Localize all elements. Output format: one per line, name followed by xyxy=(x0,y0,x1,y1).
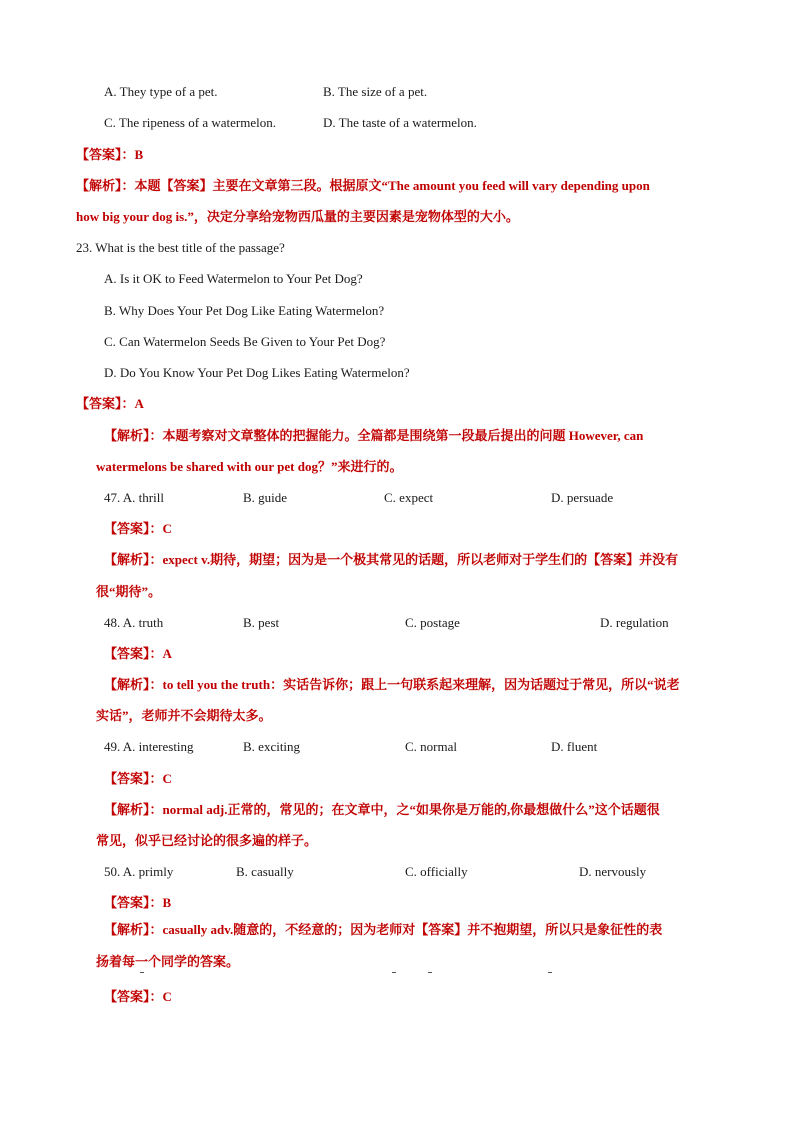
q48-answer: 【答案】：A xyxy=(104,646,172,661)
q50-answer: 【答案】：B xyxy=(104,895,172,910)
q48-explanation-line1: 【解析】：to tell you the truth：实话告诉你；跟上一句联系起来理解，因为话题过于常见，所以“说老 xyxy=(104,677,680,692)
q48-option-d: D. regulation xyxy=(600,615,669,630)
q48-option-a: 48. A. truth xyxy=(104,615,164,630)
q47-option-a: 47. A. thrill xyxy=(104,490,164,505)
q50-option-a: 50. A. primly xyxy=(104,864,174,879)
q22-answer: 【答案】：B xyxy=(76,147,144,162)
q23-answer: 【答案】：A xyxy=(76,396,144,411)
q48-explanation-line2: 实话”，老师并不会期待太多。 xyxy=(96,708,272,723)
q47-answer: 【答案】：C xyxy=(104,521,172,536)
q22-explanation-line1: 【解析】：本题【答案】主要在文章第三段。根据原文“The amount you feed will vary depending upon xyxy=(76,178,650,193)
q23-explanation-line2: watermelons be shared with our pet dog？”来进行的。 xyxy=(96,459,403,474)
q49-option-b: B. exciting xyxy=(243,739,301,754)
q22-option-b: B. The size of a pet. xyxy=(323,84,428,99)
q49-option-d: D. fluent xyxy=(551,739,598,754)
q22-option-c: C. The ripeness of a watermelon. xyxy=(104,115,276,130)
q23-option-d: D. Do You Know Your Pet Dog Likes Eating Watermelon? xyxy=(104,365,410,380)
q22-option-d: D. The taste of a watermelon. xyxy=(323,115,477,130)
q22-explanation-line2: how big your dog is.”，决定分享给宠物西瓜量的主要因素是宠物体型的大小。 xyxy=(76,209,519,224)
q48-option-b: B. pest xyxy=(243,615,280,630)
q23-option-a: A. Is it OK to Feed Watermelon to Your Pet Dog? xyxy=(104,271,363,286)
q50-option-c: C. officially xyxy=(405,864,468,879)
stray-mark xyxy=(140,972,144,973)
q47-explanation-line1: 【解析】：expect v.期待，期望；因为是一个极其常见的话题，所以老师对于学生们的【答案】并没有 xyxy=(104,552,679,567)
q48-option-c: C. postage xyxy=(405,615,460,630)
q50-option-b: B. casually xyxy=(236,864,294,879)
q23-option-c: C. Can Watermelon Seeds Be Given to Your Pet Dog? xyxy=(104,334,386,349)
q50-explanation-line1: 【解析】：casually adv.随意的，不经意的；因为老师对【答案】并不抱期望，所以只是象征性的表 xyxy=(104,922,663,937)
q49-answer: 【答案】：C xyxy=(104,771,172,786)
q50-option-d: D. nervously xyxy=(579,864,647,879)
q49-option-a: 49. A. interesting xyxy=(104,739,194,754)
q49-explanation-line2: 常见，似乎已经讨论的很多遍的样子。 xyxy=(96,833,318,848)
q47-explanation-line2: 很“期待”。 xyxy=(96,584,162,599)
q47-option-d: D. persuade xyxy=(551,490,614,505)
q23-question: 23. What is the best title of the passage? xyxy=(76,240,285,255)
q23-explanation-line1: 【解析】：本题考察对文章整体的把握能力。全篇都是围绕第一段最后提出的问题 However, can xyxy=(104,428,644,443)
stray-mark xyxy=(548,972,552,973)
q47-option-b: B. guide xyxy=(243,490,288,505)
stray-mark xyxy=(428,972,432,973)
stray-mark xyxy=(392,972,396,973)
q22-option-a: A. They type of a pet. xyxy=(104,84,218,99)
q49-explanation-line1: 【解析】：normal adj.正常的，常见的；在文章中，之“如果你是万能的,你最想做什么”这个话题很 xyxy=(104,802,660,817)
q23-option-b: B. Why Does Your Pet Dog Like Eating Watermelon? xyxy=(104,303,385,318)
q49-option-c: C. normal xyxy=(405,739,457,754)
final-answer: 【答案】：C xyxy=(104,989,172,1004)
q47-option-c: C. expect xyxy=(384,490,434,505)
q50-explanation-line2: 扬着每一个同学的答案。 xyxy=(96,954,240,969)
